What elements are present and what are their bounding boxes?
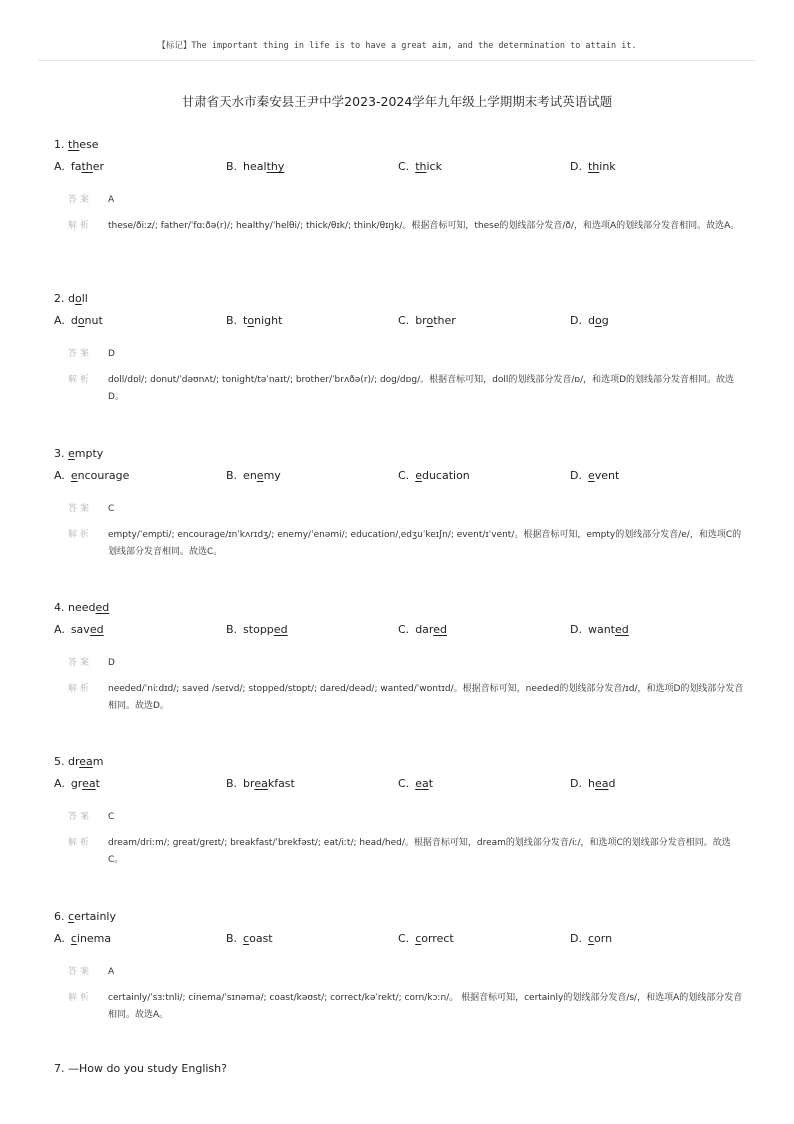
question-stem: 2. doll (54, 292, 88, 305)
analysis-row (54, 372, 744, 406)
option-b[interactable]: B. healthy (226, 160, 285, 173)
question-6 (54, 909, 744, 1024)
option-letter: C. (398, 777, 410, 790)
answer-row (54, 192, 744, 209)
option-b[interactable]: B. enemy (226, 469, 281, 482)
question-number: 3. (54, 447, 65, 460)
option-d[interactable]: D. dog (570, 314, 609, 327)
question-stem: 4. needed (54, 601, 110, 614)
option-a[interactable]: A. saved (54, 623, 104, 636)
question-stem: 5. dream (54, 755, 104, 768)
question-5 (54, 754, 744, 869)
analysis-label: 解析 (68, 838, 93, 848)
option-underlined-letters: c (587, 932, 595, 945)
option-letter: A. (54, 314, 65, 327)
option-letter: C. (398, 469, 410, 482)
option-letter: A. (54, 469, 65, 482)
analysis-text: these/ðiːz/; father/ˈfɑːðə(r)/; healthy/ˈhelθi/; thick/θɪk/; think/θɪŋk/。根据音标可知，these的划线部分发音/ð/，和选项A的划线部分发音相同。故选A。 (108, 221, 740, 231)
option-b[interactable]: B. tonight (226, 314, 283, 327)
option-letter: B. (226, 932, 238, 945)
option-row (54, 776, 744, 792)
answer-row (54, 655, 744, 672)
analysis-row (54, 527, 744, 561)
option-row (54, 468, 744, 484)
option-underlined-letters: o (426, 314, 434, 327)
option-c[interactable]: C. thick (398, 160, 442, 173)
option-underlined-letters: th (415, 160, 427, 173)
stem-underlined-letters: th (68, 138, 80, 151)
question-stem: 3. empty (54, 447, 104, 460)
option-underlined-letters: ed (615, 623, 629, 636)
option-d[interactable]: D. corn (570, 932, 613, 945)
answer-label: 答案 (68, 812, 93, 822)
option-letter: C. (398, 314, 410, 327)
option-underlined-letters: o (77, 314, 85, 327)
option-a[interactable]: A. donut (54, 314, 103, 327)
option-underlined-letters: o (594, 314, 602, 327)
analysis-text: certainly/ˈsɜːtnli/; cinema/ˈsɪnəmə/; coast/kəʊst/; correct/kəˈrekt/; corn/kɔːn/。 根据音标可知，certainly的划线部分发音/s/，和选项A的划线部分发音相同。故选A。 (108, 993, 743, 1020)
option-underlined-letters: c (243, 932, 250, 945)
option-letter: B. (226, 160, 238, 173)
analysis-label: 解析 (68, 221, 93, 231)
option-c[interactable]: C. brother (398, 314, 456, 327)
option-letter: C. (398, 160, 410, 173)
option-underlined-letters: c (70, 932, 77, 945)
question-number: 5. (54, 755, 65, 768)
analysis-row (54, 681, 744, 715)
page-title: 甘肃省天水市秦安县王尹中学2023-2024学年九年级上学期期末考试英语试题 (181, 94, 613, 109)
answer-label: 答案 (68, 349, 93, 359)
answer-row (54, 346, 744, 363)
option-underlined-letters: e (70, 469, 78, 482)
answer-value: C (108, 504, 115, 514)
question-number: 1. (54, 138, 65, 151)
question-7 (54, 1062, 227, 1075)
option-b[interactable]: B. stopped (226, 623, 288, 636)
option-c[interactable]: C. education (398, 469, 470, 482)
option-underlined-letters: ed (89, 623, 104, 636)
option-letter: C. (398, 932, 410, 945)
answer-row (54, 809, 744, 826)
option-letter: D. (570, 777, 582, 790)
option-row (54, 931, 744, 947)
answer-value: C (108, 812, 115, 822)
option-underlined-letters: e (256, 469, 264, 482)
answer-row (54, 964, 744, 981)
option-letter: B. (226, 623, 238, 636)
option-c[interactable]: C. dared (398, 623, 447, 636)
option-underlined-letters: ed (433, 623, 447, 636)
analysis-text: doll/dɒl/; donut/ˈdəʊnʌt/; tonight/təˈnaɪt/; brother/ˈbrʌðə(r)/; dog/dɒg/。根据音标可知，doll的划线部分发音/ɒ/，和选项D的划线部分发音相同。故选D。 (108, 375, 735, 402)
option-underlined-letters: th (81, 160, 93, 173)
option-letter: B. (226, 314, 238, 327)
option-letter: D. (570, 314, 582, 327)
option-letter: D. (570, 932, 582, 945)
option-letter: B. (226, 777, 238, 790)
analysis-label: 解析 (68, 684, 93, 694)
analysis-label: 解析 (68, 993, 93, 1003)
question-text: —How do you study English? (68, 1062, 227, 1075)
analysis-row (54, 218, 744, 235)
option-d[interactable]: D. wanted (570, 623, 629, 636)
analysis-text: empty/ˈempti/; encourage/ɪnˈkʌrɪdʒ/; enemy/ˈenəmi/; education/ˌedʒuˈkeɪʃn/; event/ɪˈvent/。根据音标可知，empty的划线部分发音/e/，和选项C的划线部分发音相同。故选C。 (108, 530, 742, 557)
analysis-row (54, 835, 744, 869)
option-underlined-letters: e (587, 469, 595, 482)
question-stem: 6. certainly (54, 910, 116, 923)
question-3 (54, 446, 744, 561)
header-note: 【标记】The important thing in life is to have a great aim, and the determination to attain it. (157, 41, 637, 51)
option-underlined-letters: ea (594, 777, 609, 790)
option-a[interactable]: A. great (54, 777, 100, 790)
option-c[interactable]: C. correct (398, 932, 454, 945)
option-b[interactable]: B. breakfast (226, 777, 295, 790)
option-letter: A. (54, 160, 65, 173)
option-letter: D. (570, 469, 582, 482)
option-letter: B. (226, 469, 238, 482)
option-underlined-letters: thy (266, 160, 285, 173)
stem-underlined-letters: o (74, 292, 82, 305)
option-row (54, 159, 744, 175)
stem-underlined-letters: ea (79, 755, 93, 768)
option-underlined-letters: ed (273, 623, 288, 636)
option-letter: D. (570, 160, 582, 173)
option-b[interactable]: B. coast (226, 932, 273, 945)
option-underlined-letters: ea (82, 777, 96, 790)
analysis-text: needed/ˈniːdɪd/; saved /seɪvd/; stopped/stɒpt/; dared/deəd/; wanted/ˈwɒntɪd/。根据音标可知，needed的划线部分发音/ɪd/，和选项D的划线部分发音相同。故选D。 (108, 684, 744, 711)
option-underlined-letters: c (415, 932, 422, 945)
option-underlined-letters: ea (254, 777, 268, 790)
answer-value: A (108, 967, 115, 977)
analysis-text: dream/driːm/; great/greɪt/; breakfast/ˈbrekfəst/; eat/iːt/; head/hed/。根据音标可知，dream的划线部分发音/iː/，和选项C的划线部分发音相同。故选C。 (108, 838, 731, 865)
stem-underlined-letters: e (68, 447, 75, 460)
question-number: 4. (54, 601, 65, 614)
answer-value: A (108, 195, 115, 205)
answer-row (54, 501, 744, 518)
option-a[interactable]: A. encourage (54, 469, 130, 482)
option-a[interactable]: A. father (54, 160, 105, 173)
option-d[interactable]: D. event (570, 469, 620, 482)
answer-value: D (108, 349, 115, 359)
option-d[interactable]: D. head (570, 777, 616, 790)
option-underlined-letters: ea (415, 777, 429, 790)
answer-value: D (108, 658, 115, 668)
option-letter: A. (54, 623, 65, 636)
header-divider (38, 60, 756, 61)
option-a[interactable]: A. cinema (54, 932, 112, 945)
option-c[interactable]: C. eat (398, 777, 434, 790)
answer-label: 答案 (68, 967, 93, 977)
question-1 (54, 137, 744, 235)
question-number: 7. (54, 1062, 65, 1075)
stem-underlined-letters: ed (95, 601, 110, 614)
answer-label: 答案 (68, 195, 93, 205)
question-number: 6. (54, 910, 65, 923)
option-letter: C. (398, 623, 410, 636)
question-4 (54, 600, 744, 715)
option-underlined-letters: e (415, 469, 422, 482)
option-letter: A. (54, 777, 65, 790)
answer-label: 答案 (68, 504, 93, 514)
question-2 (54, 291, 744, 406)
stem-underlined-letters: c (68, 910, 75, 923)
option-letter: D. (570, 623, 582, 636)
analysis-row (54, 990, 744, 1024)
option-letter: A. (54, 932, 65, 945)
answer-label: 答案 (68, 658, 93, 668)
option-row (54, 313, 744, 329)
analysis-label: 解析 (68, 530, 93, 540)
question-stem: 1. these (54, 138, 99, 151)
question-number: 2. (54, 292, 65, 305)
option-d[interactable]: D. think (570, 160, 616, 173)
analysis-label: 解析 (68, 375, 93, 385)
option-underlined-letters: o (247, 314, 255, 327)
option-row (54, 622, 744, 638)
option-underlined-letters: th (587, 160, 600, 173)
